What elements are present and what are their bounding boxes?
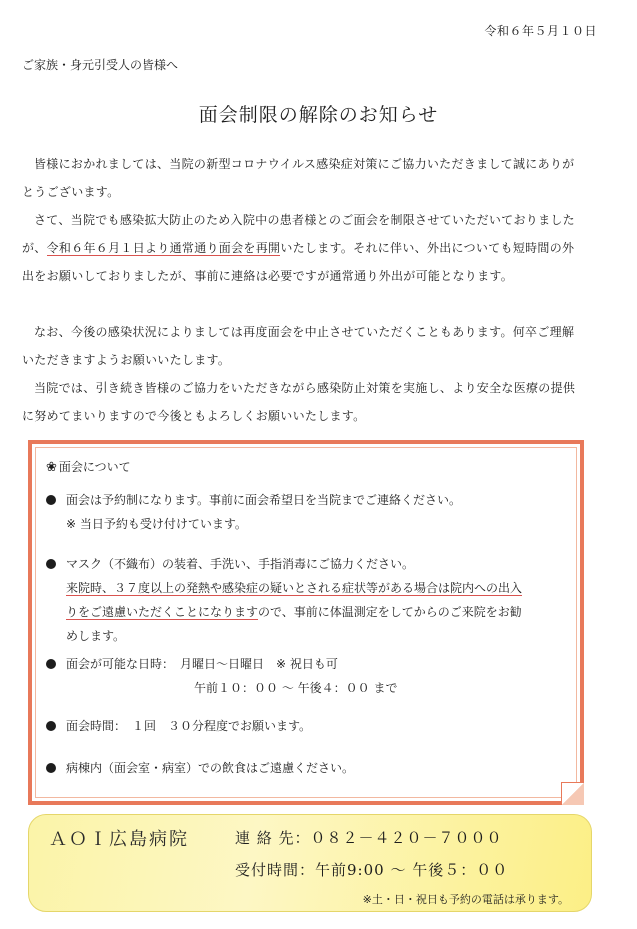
text-fragment: が、: [22, 241, 47, 255]
visiting-hours: 午前１０：００ ～ 午後４：００ まで: [194, 681, 398, 695]
rule-mask: [46, 552, 522, 648]
rule-text: ので、事前に体温測定をしてからのご来院をお勧: [258, 605, 522, 619]
text-line: 皆様におかれましては、当院の新型コロナウイルス感染症対策にご協力いただきまして誠にありが: [34, 157, 575, 171]
bullet-icon: [46, 659, 56, 669]
rule-text: めします。: [66, 629, 126, 643]
fever-warning-highlight: りをご遠慮いただくことになります: [66, 605, 259, 619]
rule-text: 面会が可能な日時： 月曜日～日曜日 ※ 祝日も可: [66, 657, 338, 671]
fever-warning-highlight: 来院時、３７度以上の発熱や感染症の疑いとされる症状等がある場合は院内への出入: [66, 581, 523, 595]
flower-icon: ❀: [46, 460, 57, 475]
reopen-date-highlight: 令和６年６月１日より通常通り面会を再開: [46, 241, 281, 255]
phone-label: 連 絡 先：: [235, 829, 311, 847]
text-line: いただきますようお願いいたします。: [22, 353, 231, 367]
contact-note: ※土・日・祝日も予約の電話は承ります。: [362, 893, 569, 906]
phone-number: ０８２－４２０－７０００: [310, 829, 503, 847]
visiting-rules-box: [28, 440, 584, 805]
page-curl-icon: [561, 782, 584, 805]
page-title: 面会制限の解除のお知らせ: [198, 104, 439, 126]
intro-paragraph: [22, 150, 614, 206]
rule-subnote: ※ 当日予約も受け付けています。: [66, 517, 247, 531]
addressee: ご家族・身元引受人の皆様へ: [22, 58, 179, 72]
text-line: 当院では、引き続き皆様のご協力をいただきながら感染防止対策を実施し、より安全な医療の提供: [34, 381, 576, 395]
contact-box: [28, 814, 592, 912]
reopen-paragraph: [22, 206, 614, 290]
hours-row: [235, 859, 508, 880]
phone-row: [235, 827, 503, 848]
notice-heading-text: 面会について: [58, 460, 131, 474]
rule-reservation: [46, 488, 461, 536]
text-line: に努めてまいりますので今後ともよろしくお願いいたします。: [22, 409, 366, 423]
rule-visiting-days: [46, 652, 397, 700]
closing-paragraph: [22, 374, 614, 430]
bullet-icon: [46, 495, 56, 505]
caution-paragraph: [22, 318, 614, 374]
bullet-icon: [46, 559, 56, 569]
text-line: [22, 234, 614, 262]
rule-duration: [46, 714, 311, 738]
rule-text: 病棟内（面会室・病室）での飲食はご遠慮ください。: [66, 761, 355, 775]
text-line: とうございます。: [22, 185, 120, 199]
document-date: 令和６年５月１０日: [484, 24, 597, 38]
notice-heading: [46, 458, 131, 475]
rule-text: マスク（不織布）の装着、手洗い、手指消毒にご協力ください。: [66, 557, 415, 571]
text-fragment: いたします。それに伴い、外出についても短時間の外: [280, 241, 575, 255]
hours-label: 受付時間：: [235, 861, 316, 879]
text-line: なお、今後の感染状況によりましては再度面会を中止させていただくこともあります。何卒ご理解: [34, 325, 575, 339]
text-line: 出をお願いしておりましたが、事前に連絡は必要ですが通常通り外出が可能となります。: [22, 269, 514, 283]
bullet-icon: [46, 763, 56, 773]
rule-no-eating: [46, 756, 354, 780]
rule-text: 面会は予約制になります。事前に面会希望日を当院までご連絡ください。: [66, 493, 462, 507]
hospital-name: ＡＯＩ広島病院: [49, 829, 189, 850]
reception-hours: 午前9:00 ～ 午後５：００: [315, 861, 509, 879]
rule-text: 面会時間： １回 ３０分程度でお願います。: [66, 719, 312, 733]
text-line: さて、当院でも感染拡大防止のため入院中の患者様とのご面会を制限させていただいておりました: [34, 213, 575, 227]
bullet-icon: [46, 721, 56, 731]
